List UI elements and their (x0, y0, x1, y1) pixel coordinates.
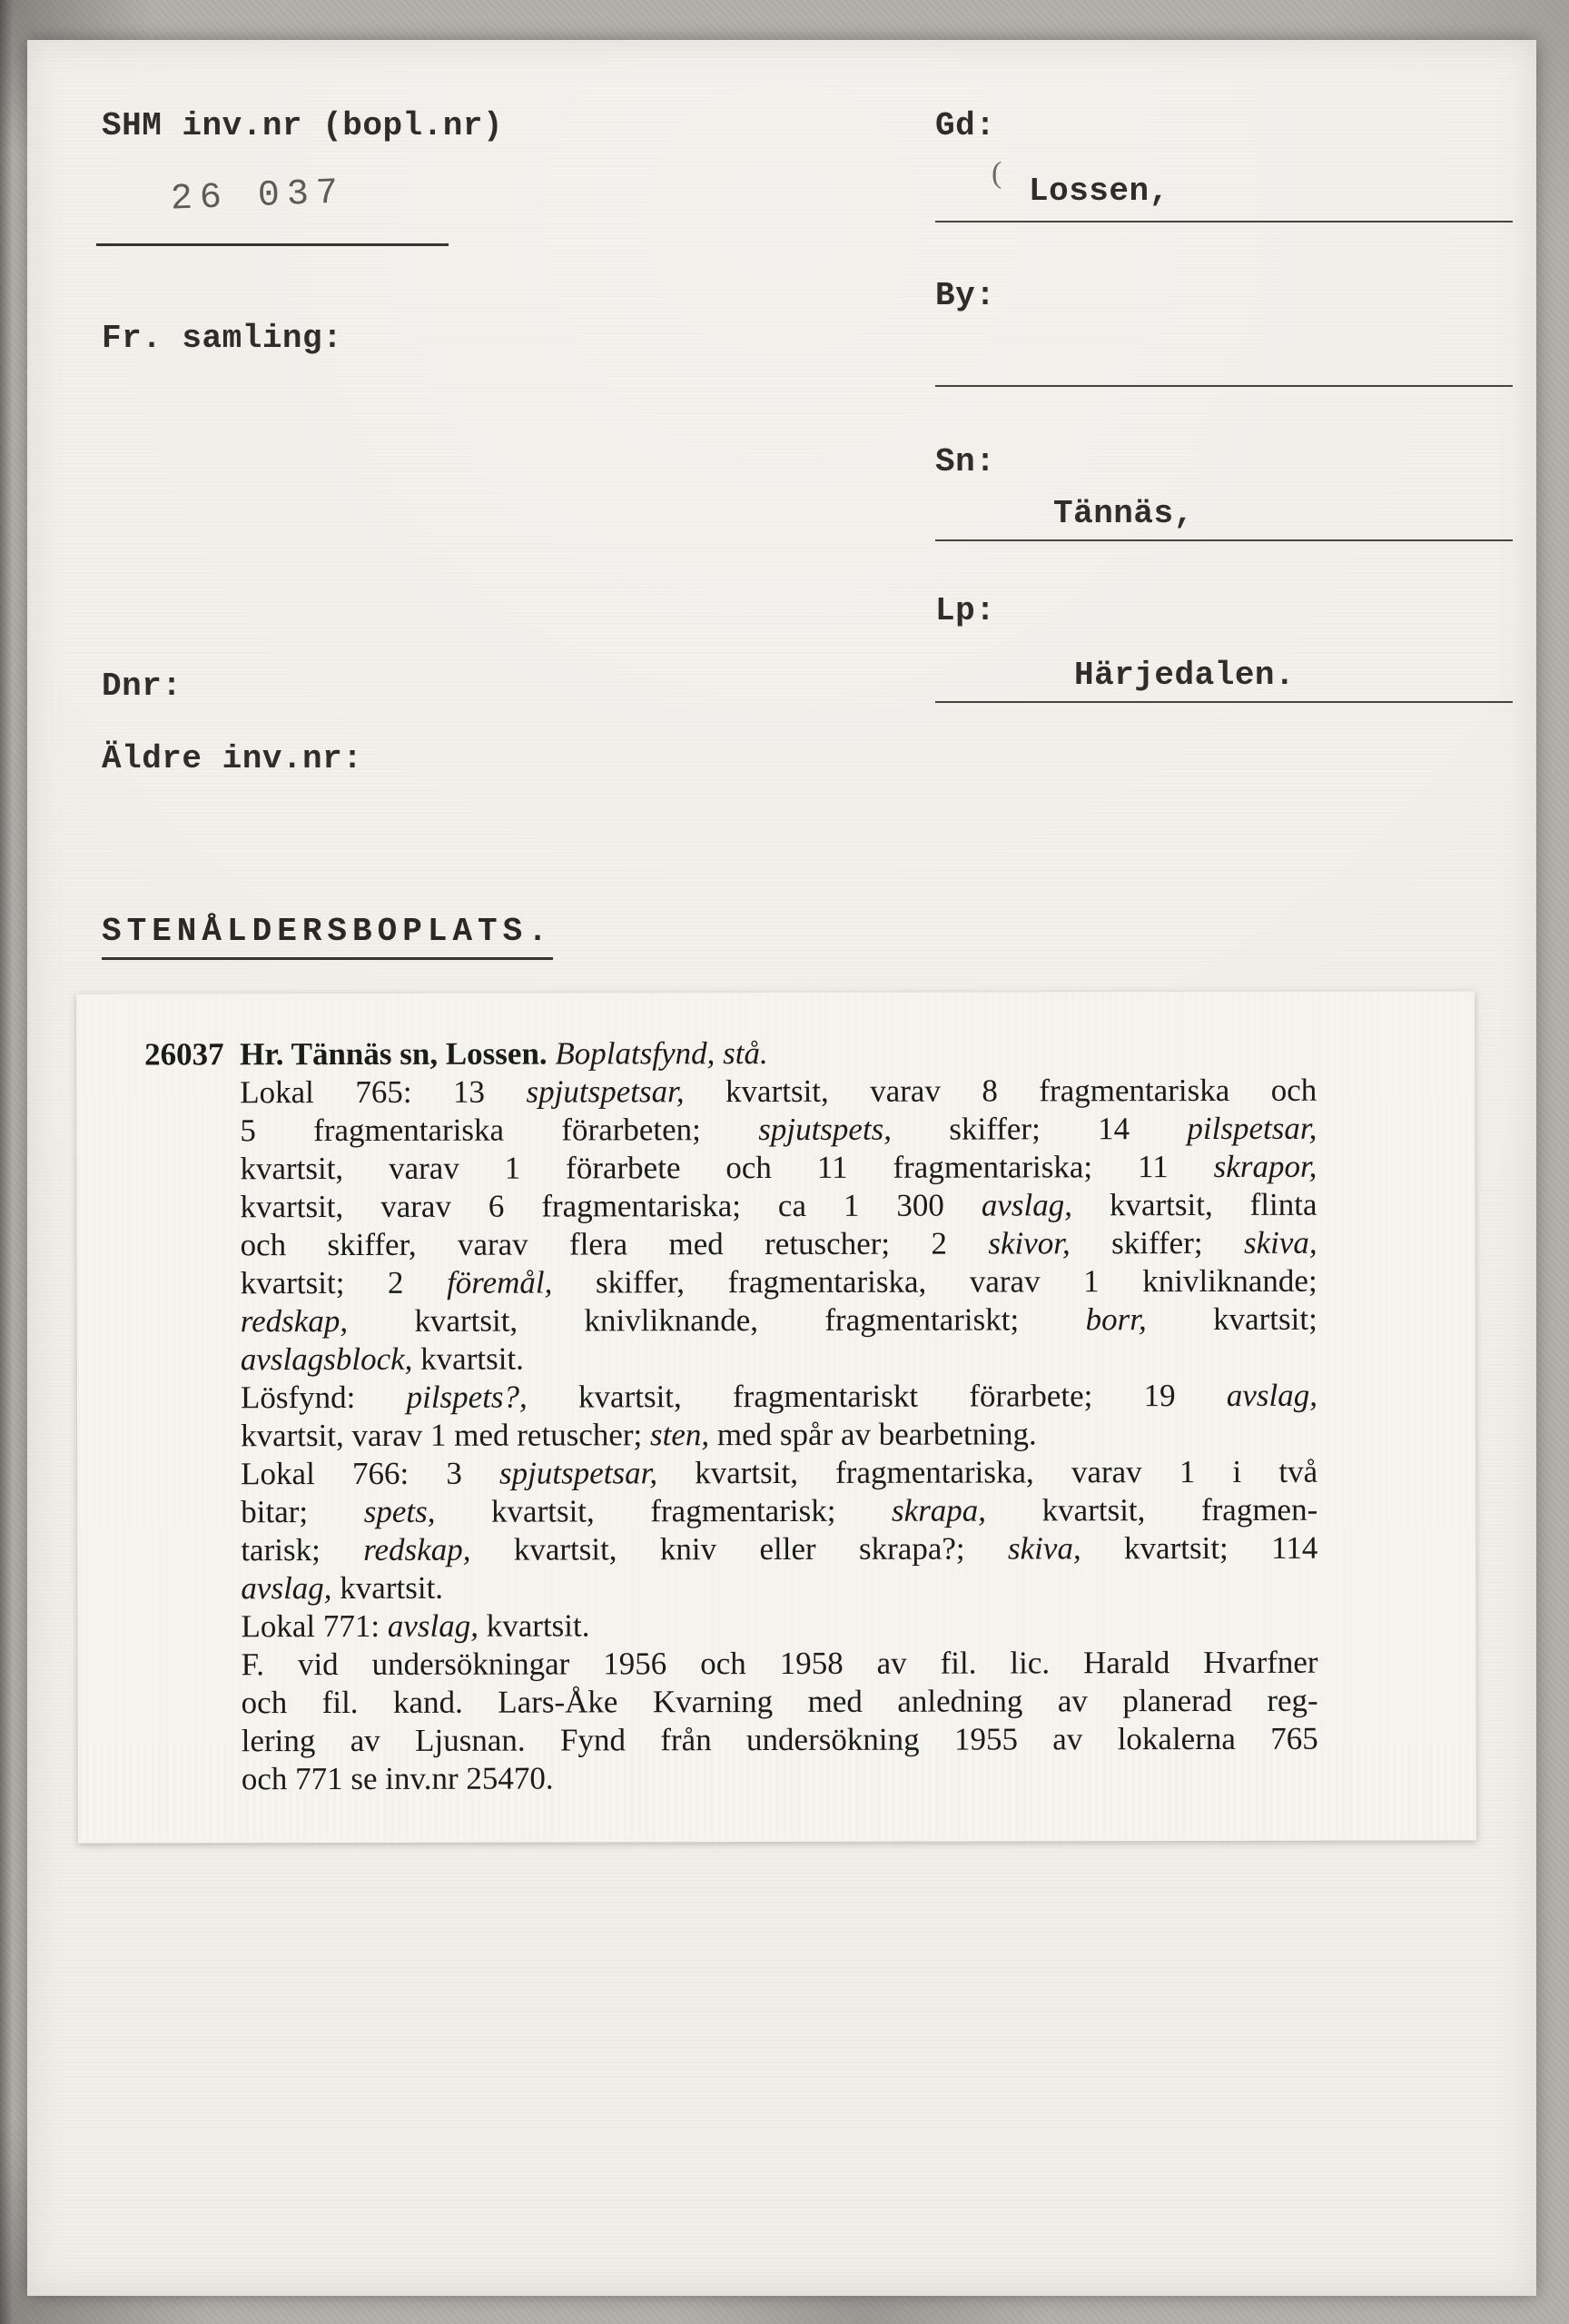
pasted-clipping (76, 991, 1476, 1843)
clipping-text-segment: F. vid undersökningar 1956 och 1958 av fil. lic. Harald Hvarfner (241, 1644, 1318, 1683)
clipping-text-segment: avslag, (241, 1570, 340, 1607)
clipping-line (240, 1072, 1317, 1112)
clipping-text-segment: avslag, (1226, 1377, 1317, 1413)
clipping-text-segment: skrapa, (891, 1492, 1042, 1528)
clipping-text-segment: bitar; (241, 1493, 364, 1530)
clipping-text-segment: kvartsit, varav 1 förarbete och 11 fragmentariska; 11 (240, 1148, 1214, 1187)
clipping-line (241, 1606, 1317, 1646)
clipping-text-segment: och 771 se inv.nr 25470. (241, 1760, 554, 1797)
clipping-text (144, 1033, 1318, 1798)
clipping-text-segment: kvartsit, kniv eller skrapa?; (513, 1530, 1009, 1567)
clipping-text-segment: skiffer; 14 (949, 1111, 1188, 1147)
clipping-text-segment: kvartsit; 114 (1123, 1529, 1318, 1567)
clipping-text-segment: sten, (649, 1417, 717, 1453)
clipping-line (242, 1720, 1318, 1760)
field-by-label: By: (935, 277, 996, 314)
clipping-text-segment: kvartsit, varav 6 fragmentariska; ca 1 300 (240, 1187, 982, 1225)
clipping-text-segment: kvartsit; 2 (240, 1264, 448, 1301)
clipping-text-segment: skiva, (1243, 1224, 1317, 1261)
clipping-text-segment: skrapor, (1213, 1148, 1317, 1184)
clipping-text-segment: kvartsit, knivliknande, fragmentariskt; (414, 1301, 1086, 1339)
clipping-text-segment: borr, (1085, 1300, 1214, 1338)
section-heading-stenaldersboplats: STENÅLDERSBOPLATS. (102, 913, 553, 960)
clipping-text-segment: skiva, (1007, 1530, 1125, 1567)
clipping-text-segment: spjutspets, (758, 1111, 950, 1148)
field-sn-value: Tännäs, (1053, 495, 1194, 532)
clipping-text-segment: Boplatsfynd, stå. (555, 1035, 768, 1072)
clipping-text-segment: pilspets?, (406, 1379, 579, 1415)
clipping-line (240, 1148, 1317, 1188)
clipping-text-segment: kvartsit, varav 8 fragmentariska och (725, 1072, 1317, 1110)
clipping-line (241, 1224, 1317, 1264)
clipping-text-segment: kvartsit, varav 1 med retuscher; (241, 1417, 651, 1454)
clipping-text-segment: tarisk; (241, 1531, 364, 1568)
clipping-text-segment: skivor, (988, 1225, 1112, 1261)
clipping-text-segment: 5 fragmentariska förarbeten; (240, 1112, 759, 1149)
clipping-text-segment: avslag, (387, 1607, 487, 1644)
field-fr-samling-label: Fr. samling: (102, 320, 343, 357)
inventory-card (27, 40, 1536, 2296)
clipping-text-segment: skiffer, fragmentariska, varav 1 knivliknande; (595, 1262, 1317, 1300)
clipping-text-segment: och fil. kand. Lars-Åke Kvarning med anledning av planerad reg- (241, 1682, 1318, 1721)
clipping-text-segment: kvartsit, fragmen- (1041, 1491, 1318, 1528)
clipping-text-segment: skiffer; (1111, 1224, 1244, 1261)
field-aldre-inv-label: Äldre inv.nr: (102, 740, 363, 777)
field-gd-label: Gd: (935, 107, 996, 144)
clipping-text-segment: med spår av bearbetning. (716, 1416, 1037, 1453)
field-gd-value: Lossen, (1029, 173, 1169, 210)
clipping-text-segment: kvartsit. (420, 1340, 524, 1377)
clipping-line (241, 1262, 1317, 1302)
clipping-line (242, 1644, 1318, 1684)
clipping-text-segment: och skiffer, varav flera med retuscher; 2 (240, 1225, 989, 1263)
inv-number-underline (96, 243, 449, 246)
clipping-text-segment: kvartsit, fragmentarisk; (490, 1492, 893, 1529)
field-shm-inv-label: SHM inv.nr (bopl.nr) (102, 107, 504, 144)
clipping-line (144, 1033, 1317, 1074)
clipping-line (241, 1339, 1317, 1379)
by-field-line (935, 385, 1513, 387)
lp-field-line (935, 701, 1513, 703)
clipping-text-segment: lering av Ljusnan. Fynd från undersökning 1955 av lokalerna 765 (241, 1720, 1318, 1759)
clipping-text-segment: kvartsit. (486, 1607, 590, 1644)
sn-field-line (935, 539, 1513, 541)
clipping-text-segment: kvartsit; (1213, 1300, 1317, 1337)
clipping-line (241, 1300, 1317, 1340)
clipping-line (240, 1186, 1317, 1226)
clipping-text-segment: kvartsit, fragmentariska, varav 1 i två (695, 1453, 1318, 1491)
clipping-line (241, 1377, 1317, 1417)
clipping-line (241, 1529, 1317, 1569)
field-lp-value: Härjedalen. (1074, 657, 1296, 694)
clipping-line (242, 1758, 1318, 1798)
clipping-text-segment: spjutspetsar, (526, 1073, 726, 1110)
clipping-text-segment: kvartsit. (340, 1569, 444, 1607)
clipping-text-segment: pilspetsar, (1187, 1110, 1317, 1147)
clipping-text-segment: spets, (363, 1493, 492, 1529)
field-dnr-label: Dnr: (102, 668, 183, 705)
clipping-line (240, 1110, 1317, 1150)
clipping-line (241, 1453, 1317, 1493)
clipping-text-segment: redskap, (363, 1531, 514, 1567)
clipping-text-segment: avslag, (981, 1187, 1110, 1223)
clipping-text-segment: Hr. Tännäs sn, Lossen. (240, 1035, 556, 1073)
clipping-text-segment: föremål, (447, 1264, 597, 1300)
clipping-text-segment: Lösfynd: (240, 1379, 407, 1416)
clipping-text-segment: Lokal 765: 13 (240, 1073, 527, 1111)
field-lp-label: Lp: (935, 592, 996, 629)
clipping-text-segment: kvartsit, flinta (1109, 1186, 1317, 1223)
clipping-text-segment: Lokal 771: (241, 1607, 388, 1645)
inv-number-handwritten: 26 037 (170, 173, 346, 221)
clipping-line (241, 1415, 1317, 1455)
clipping-line (242, 1682, 1318, 1722)
clipping-text-segment: Lokal 766: 3 (241, 1455, 500, 1492)
clipping-line (241, 1567, 1317, 1607)
pencil-parenthesis-mark: ( (992, 156, 1002, 190)
clipping-text-segment: 26037 (144, 1036, 224, 1073)
gd-field-line (935, 221, 1513, 223)
clipping-line (241, 1491, 1317, 1531)
scan-edge-shadow (0, 0, 13, 2324)
clipping-text-segment: redskap, (240, 1302, 415, 1340)
clipping-text-segment: spjutspetsar, (498, 1455, 696, 1491)
field-sn-label: Sn: (935, 443, 996, 480)
clipping-text-segment: kvartsit, fragmentariskt förarbete; 19 (577, 1377, 1227, 1415)
clipping-text-segment: avslagsblock, (240, 1340, 421, 1378)
